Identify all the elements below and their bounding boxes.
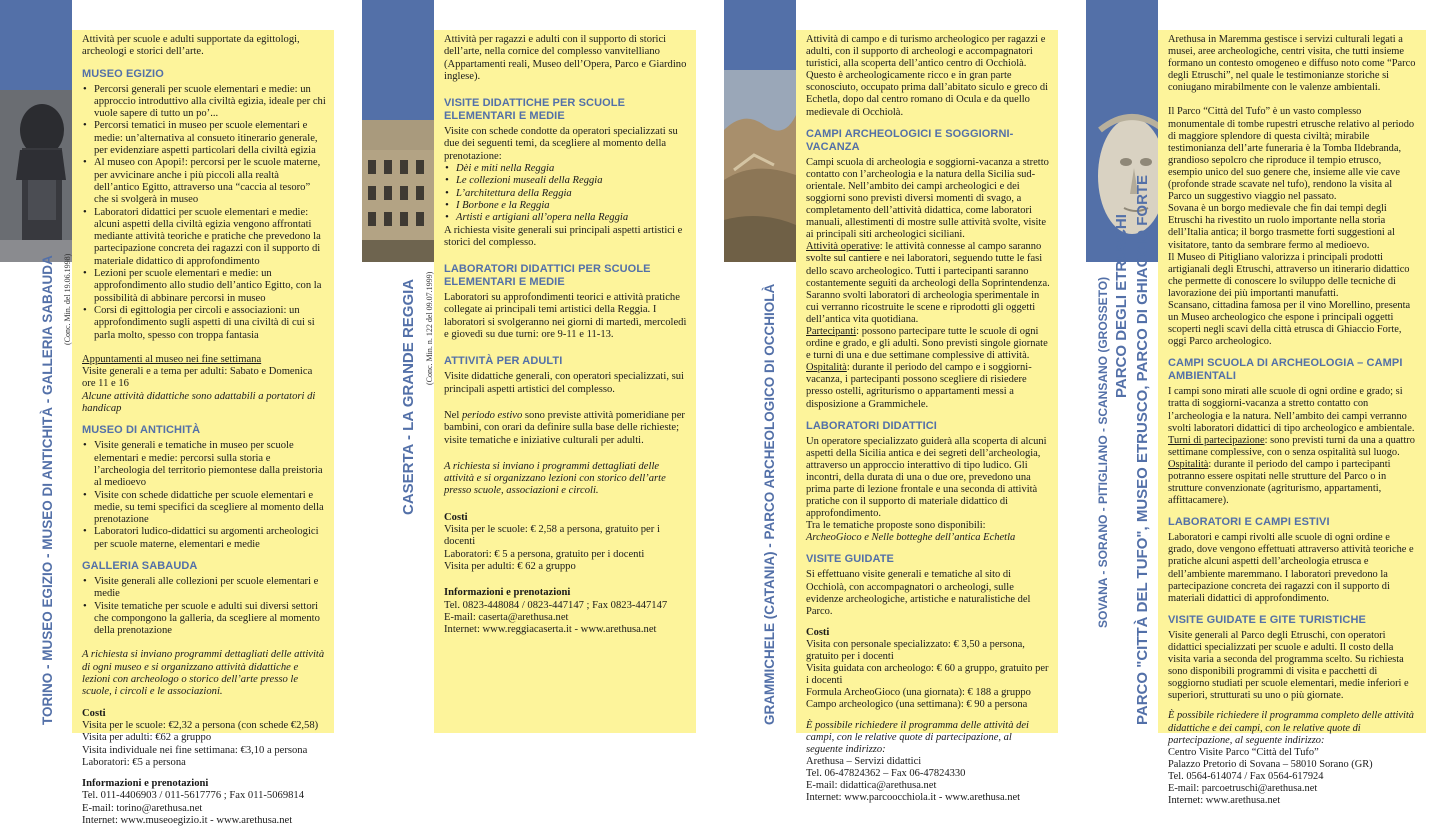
panel-etruschi [1086, 0, 1426, 807]
hospitality-text: Ospitalità: durante il periodo del campo i partecipanti potranno essere ospitati nelle strutture del Parco o in strutture convenzionate (agriturismo, appartamenti, affittacamere). [1168, 458, 1391, 507]
section-heading: MUSEO DI ANTICHITÀ [82, 424, 201, 437]
summer-text: Nel periodo estivo sono previste attività pomeridiane per bambini, con orari da definire sulla base delle richieste; visite tematiche e iniziative culturali per adulti. [444, 409, 685, 446]
panel-side-strip: GRAMMICHELE (CATANIA) - PARCO ARCHEOLOGICO DI OCCHIOLÀ [724, 0, 796, 733]
list-item: • Visite con schede didattiche per scuole elementari e medie, su temi specifici da scegliere al momento della prenotazione [82, 490, 326, 527]
list-item: • Lezioni per scuole elementari e medie: un approfondimento allo studio dell’antico Egitto, con la possibilità di abbinare percorsi in museo [82, 268, 326, 305]
operative-text: Attività operative: le attività connesse al campo saranno svolte sul cantiere e nei laboratori, seguendo tutte le fasi dello scavo archeologico. Tutti i partecipanti saranno costantemente seguiti da archeologi della Soprintendenza. Saranno svolti laboratori di archeologia sperimentale in cui verranno ricostruite le scene e riprodotti gli oggetti dell’antica vita quotidiana. [806, 241, 1050, 325]
section-text: Visite con schede condotte da operatori specializzati su due dei seguenti temi, da scegliere al momento della prenotazione: [444, 126, 678, 162]
list-item: • L’architettura della Reggia [444, 188, 688, 200]
section-text: Laboratori su approfondimenti teorici e attività pratiche collegate ai principali temi artistici della Reggia. I laboratori si svolgeranno nei giorni di martedì, mercoledì e giovedì su due turni: ore 9-11 e 11-13. [444, 292, 687, 341]
panel-occhiola [724, 0, 1058, 804]
list-item: • Visite generali e tematiche in museo per scuole elementari e medie: percorsi sulla storia e l’archeologia del territorio piemontese dalla preistoria al medioevo [82, 440, 326, 489]
list-item: • I Borbone e la Reggia [444, 200, 688, 212]
section-text: Il Parco “Città del Tufo” è un vasto complesso monumentale di tombe rupestri etrusche relativo al periodo di maggiore splendore di questa civiltà; mirabile testimonianza dell’arte funeraria è la Tomba Ildebranda, grandioso sepolcro che riproduce il tempio etrusco, esempio unico del suo genere che, insieme alle vie cave (profonde strade scavate nel tufo), rendono la visita al Parco un suggestivo viaggio nel passato. [1168, 106, 1415, 203]
section-heading: CAMPI ARCHEOLOGICI E SOGGIORNI-VACANZA [806, 127, 1014, 153]
phone-line: Tel. 0564-614074 / Fax 0564-617924 [1168, 770, 1324, 782]
list-item: • Laboratori ludico-didattici su argomenti archeologici per scuole materne, elementari e medie [82, 526, 326, 551]
section-text: Laboratori e campi rivolti alle scuole di ogni ordine e grado, dove vengono effettuati attraverso attività teoriche e pratiche alcuni aspetti dell’archeologia etrusca e dell’ambiente maremmano. I laboratori prevedono la partecipazione concreta dei ragazzi con il supporto di materiali didattici di approfondimento. [1168, 532, 1414, 604]
list-item: • Laboratori didattici per scuole elementari e medie: alcuni aspetti della civiltà egizia vengono affrontati mediante attività teoriche e pratiche che prevedono la partecipazione concreta dei ragazzi con il supporto di materiale didattico di approfondimento [82, 207, 326, 268]
activity-list [82, 84, 326, 342]
egyptian-statue-photo [0, 90, 72, 262]
request-note: È possibile richiedere il programma completo delle attività didattiche e dei campi, con le relative quote di partecipazione, al seguente indirizzo: [1168, 710, 1414, 746]
panel-torino [0, 0, 334, 827]
panel-caserta [362, 0, 696, 733]
list-item: • Corsi di egittologia per circoli e associazioni: un approfondimento sugli aspetti di una civiltà di cui si parla molto, spesso con troppa fantasia [82, 305, 326, 342]
section-heading: VISITE DIDATTICHE PER SCUOLE ELEMENTARI E MEDIE [444, 97, 626, 123]
cost-line: Visita guidata con archeologo: € 60 a gruppo, gratuito per i docenti [806, 663, 1049, 687]
section-heading: CAMPI SCUOLA DI ARCHEOLOGIA – CAMPI AMBIENTALI [1168, 357, 1403, 383]
section-heading: LABORATORI DIDATTICI [806, 419, 937, 432]
intro-text: Attività di campo e di turismo archeologico per ragazzi e adulti, con il supporto di archeologi e accompagnatori turistici, alla scoperta dell’antico centro di Occhiolà. Questo è archeologicamente ricco e in gran parte sconosciuto, occupato prima dall’abitato siculo e greco di Echetla, dopo dal centro romano di Ocula e da quello medievale di Occhiolà. [806, 34, 1049, 118]
cost-line: Visita per le scuole: € 2,58 a persona, gratuito per i docenti [444, 524, 660, 548]
section-heading: ATTIVITÀ PER ADULTI [444, 355, 563, 368]
section-text: Scansano, cittadina famosa per il vino Morellino, presenta un Museo archeologico che espone i principali oggetti scoperti negli scavi della città etrusca di Ghiaccio Forte, oggi Parco archeologico. [1168, 299, 1411, 348]
section-text: Si effettuano visite generali e tematiche al sito di Occhiolà, con accompagnatori o archeologi, sulle evidenze archeologiche, artistiche e naturalistiche del Parco. [806, 569, 1031, 617]
panel-side-strip: CASERTA - LA GRANDE REGGIA (Conc. Min. n. 122 del 09.07.1999) [362, 0, 434, 733]
panel-content [434, 30, 696, 733]
archaeological-site-photo [724, 70, 796, 262]
cost-line: Laboratori: € 5 a persona, gratuito per i docenti [444, 548, 645, 560]
costs-title: Costi [82, 707, 106, 719]
cost-line: Laboratori: €5 a persona [82, 756, 186, 768]
section-text: ArcheoGioco e Nelle botteghe dell’antica Echetla [806, 532, 1016, 544]
list-item: • Visite tematiche per scuole e adulti sui diversi settori che compongono la galleria, da scegliere al momento della prenotazione [82, 601, 326, 638]
cost-line: Visita per adulti: €62 a gruppo [82, 732, 212, 744]
intro-text: Attività per ragazzi e adulti con il supporto di storici dell’arte, nella cornice del complesso vanvitelliano (Appartamenti reali, Museo dell’Opera, Parco e Giardino inglese). [444, 34, 687, 82]
panel-side-strip: SOVANA - SORANO - PITIGLIANO - SCANSANO (GROSSETO) PARCO DEGLI ETRUSCHI PARCO "CITTÀ DEL TUFO", MUSEO ETRUSCO, PARCO DI GHIACCIO FORTE [1086, 0, 1158, 733]
website-link[interactable]: Internet: www.reggiacaserta.it - www.arethusa.net [444, 624, 657, 636]
section-text: Campi scuola di archeologia e soggiorni-vacanza a stretto contatto con l’archeologia e la natura della Sicilia sud-orientale. Nell’ambito dei campi archeologici e dei soggiorni sono previsti diversi momenti di svago, a completamento dell’attività didattica, come laboratori manuali, allestimenti di mostre sulle attività svolte, visite ai principali siti archeologici siciliani. [806, 156, 1049, 241]
cost-line: Visita individuale nei fine settimana: €3,10 a persona [82, 744, 308, 756]
section-text: Un operatore specializzato guiderà alla scoperta di alcuni aspetti della Sicilia antica e dei segreti dell’archeologia, attraverso un approccio interattivo di tipo ludico. Gli incontri, della durata di una o due ore, prevedono una prima parte di lezione frontale e una seconda di attività pratiche con il supporto di materiale didattico di approfondimento. [806, 435, 1047, 520]
panel-content [72, 30, 334, 827]
list-item: • Le collezioni museali della Reggia [444, 175, 688, 187]
list-item: • Percorsi tematici in museo per scuole elementari e medie: un’alternativa al consueto itinerario generale, per evidenziare aspetti particolari della civiltà egizia [82, 120, 326, 157]
email-link[interactable]: E-mail: didattica@arethusa.net [806, 779, 937, 791]
participants-text: Partecipanti: possono partecipare tutte le scuole di ogni ordine e grado, e gli adulti. Sono previsti singole giornate e turni di una e due settimane complessive di attività. [806, 325, 1048, 362]
activity-list [82, 440, 326, 551]
theme-list [444, 163, 688, 224]
section-text: Tra le tematiche proposte sono disponibili: [806, 520, 986, 532]
list-item: • Artisti e artigiani all’opera nella Reggia [444, 212, 688, 224]
request-note: È possibile richiedere il programma delle attività dei campi, con le relative quote di partecipazione, al seguente indirizzo: [806, 719, 1029, 755]
weekend-title: Appuntamenti al museo nei fine settimana [82, 353, 262, 365]
phone-line: Tel. 011-4406903 / 011-5617776 ; Fax 011-5069814 [82, 790, 305, 802]
request-note: A richiesta si inviano i programmi dettagliati delle attività e si organizzano lezioni con storico dell’arte presso scuole, associazioni e circoli. [444, 460, 666, 497]
activity-list [82, 576, 326, 637]
list-item: • Percorsi generali per scuole elementari e medie: un approccio introduttivo alla civiltà egizia, ideale per chi vuole sapere di tutto un po’... [82, 84, 326, 121]
accessibility-note: Alcune attività didattiche sono adattabili a portatori di handicap [82, 390, 316, 415]
section-text: Visite generali al Parco degli Etruschi, con operatori didattici specializzati per scuole e adulti. Il costo della visita varia a seconda del programma scelto. Su richiesta sono disponibili programmi di visita e pacchetti di soggiorno studiati per scuole elementari, medie inferiori e superiori, strutturati su uno o più giornate. [1168, 629, 1409, 702]
website-link[interactable]: Internet: www.museoegizio.it - www.arethusa.net [82, 815, 293, 827]
email-link[interactable]: E-mail: torino@arethusa.net [82, 802, 203, 814]
hospitality-text: Ospitalità: durante il periodo del campo e i soggiorni-vacanza, i partecipanti possono scegliere di risiedere presso ostelli, agriturismo o appartamenti messi a disposizione a Grammichele. [806, 362, 1032, 410]
info-title: Informazioni e prenotazioni [82, 778, 209, 790]
turns-text: Turni di partecipazione: sono previsti turni da una a quattro settimane complessive, con o senza ospitalità sul luogo. [1168, 434, 1415, 458]
request-note: A richiesta si inviano programmi dettagliati delle attività di ogni museo e si organizzano attività didattiche e lezioni con archeologo o storico dell’arte presso le scuole, i circoli e le associazioni. [82, 649, 325, 698]
list-item: • Al museo con Apopi!: percorsi per le scuole materne, per avvicinare anche i più piccoli alla realtà dell’antico Egitto, attraverso una “caccia al tesoro” che si svolgerà in museo [82, 157, 326, 206]
phone-line: Tel. 06-47824362 – Fax 06-47824330 [806, 767, 966, 779]
list-item: • Dèi e miti nella Reggia [444, 163, 688, 175]
section-text: Visite didattiche generali, con operatori specializzati, sui principali aspetti artistici del complesso. [444, 371, 684, 395]
panel-content [1158, 30, 1426, 807]
section-heading: MUSEO EGIZIO [82, 67, 164, 80]
section-heading: VISITE GUIDATE [806, 553, 894, 566]
office-line: Centro Visite Parco “Città del Tufo” [1168, 746, 1319, 758]
costs-title: Costi [806, 626, 830, 638]
cost-line: Visita con personale specializzato: € 3,50 a persona, gratuito per i docenti [806, 638, 1025, 663]
intro-text: Attività per scuole e adulti supportate da egittologi, archeologi e storici dell’arte. [82, 34, 300, 58]
royal-palace-photo [362, 120, 434, 262]
section-heading: VISITE GUIDATE E GITE TURISTICHE [1168, 613, 1366, 626]
info-title: Informazioni e prenotazioni [444, 587, 571, 599]
costs-title: Costi [444, 511, 468, 523]
section-text: Il Museo di Pitigliano valorizza i principali prodotti artigianali degli Etruschi, attraverso un itinerario didattico che permette di conoscere lo sviluppo delle tecniche di lavorazione dei più importanti manufatti. [1168, 251, 1410, 299]
section-heading: LABORATORI E CAMPI ESTIVI [1168, 516, 1330, 529]
section-text: I campi sono mirati alle scuole di ogni ordine e grado; si tratta di soggiorni-vacanza a stretto contatto con l’archeologia e la natura. Nell’ambito dei campi verranno svolti laboratori didattici di tipo archeologico e ambientale. [1168, 386, 1415, 434]
email-link[interactable]: E-mail: caserta@arethusa.net [444, 611, 569, 623]
office-line: Arethusa – Servizi didattici [806, 755, 922, 767]
panel-side-strip: TORINO - MUSEO EGIZIO - MUSEO DI ANTICHITÀ - GALLERIA SABAUDA (Conc. Min. del 19.06.1998) [0, 0, 72, 733]
website-link[interactable]: Internet: www.parcoocchiola.it - www.arethusa.net [806, 792, 1021, 804]
section-text: A richiesta visite generali sui principali aspetti artistici e storici del complesso. [444, 224, 683, 248]
cost-line: Visita per adulti: € 62 a gruppo [444, 560, 576, 572]
weekend-text: Visite generali e a tema per adulti: Sabato e Domenica ore 11 e 16 [82, 366, 313, 390]
email-link[interactable]: E-mail: parcoetruschi@arethusa.net [1168, 782, 1318, 794]
section-heading: LABORATORI DIDATTICI PER SCUOLE ELEMENTARI E MEDIE [444, 263, 651, 289]
list-item: • Visite generali alle collezioni per scuole elementari e medie [82, 576, 326, 601]
address-line: Palazzo Pretorio di Sovana – 58010 Sorano (GR) [1168, 758, 1373, 770]
section-heading: GALLERIA SABAUDA [82, 559, 198, 572]
cost-line: Visita per le scuole: €2,32 a persona (con schede €2,58) [82, 719, 319, 731]
phone-line: Tel. 0823-448084 / 0823-447147 ; Fax 0823-447147 [444, 599, 668, 611]
intro-text: Arethusa in Maremma gestisce i servizi culturali legati a musei, aree archeologiche, centri visita, che tutti insieme formano un contesto omogeneo e diffuso noto come “Parco degli Etruschi”, nel quale le testimonianze storiche si coniugano mirabilmente con le valenze ambientali. [1168, 34, 1416, 94]
cost-line: Formula ArcheoGioco (una giornata): € 188 a gruppo [806, 687, 1031, 699]
panel-content [796, 30, 1058, 804]
website-link[interactable]: Internet: www.arethusa.net [1168, 795, 1281, 807]
cost-line: Campo archeologico (una settimana): € 90 a persona [806, 699, 1028, 711]
section-text: Sovana è un borgo medievale che fin dai tempi degli Etruschi ha rivestito un ruolo importante nella storia dell’Italia antica; il borgo trasmette forti suggestioni al visitatore, tanto da sembrare fermo al medioevo. [1168, 203, 1395, 251]
